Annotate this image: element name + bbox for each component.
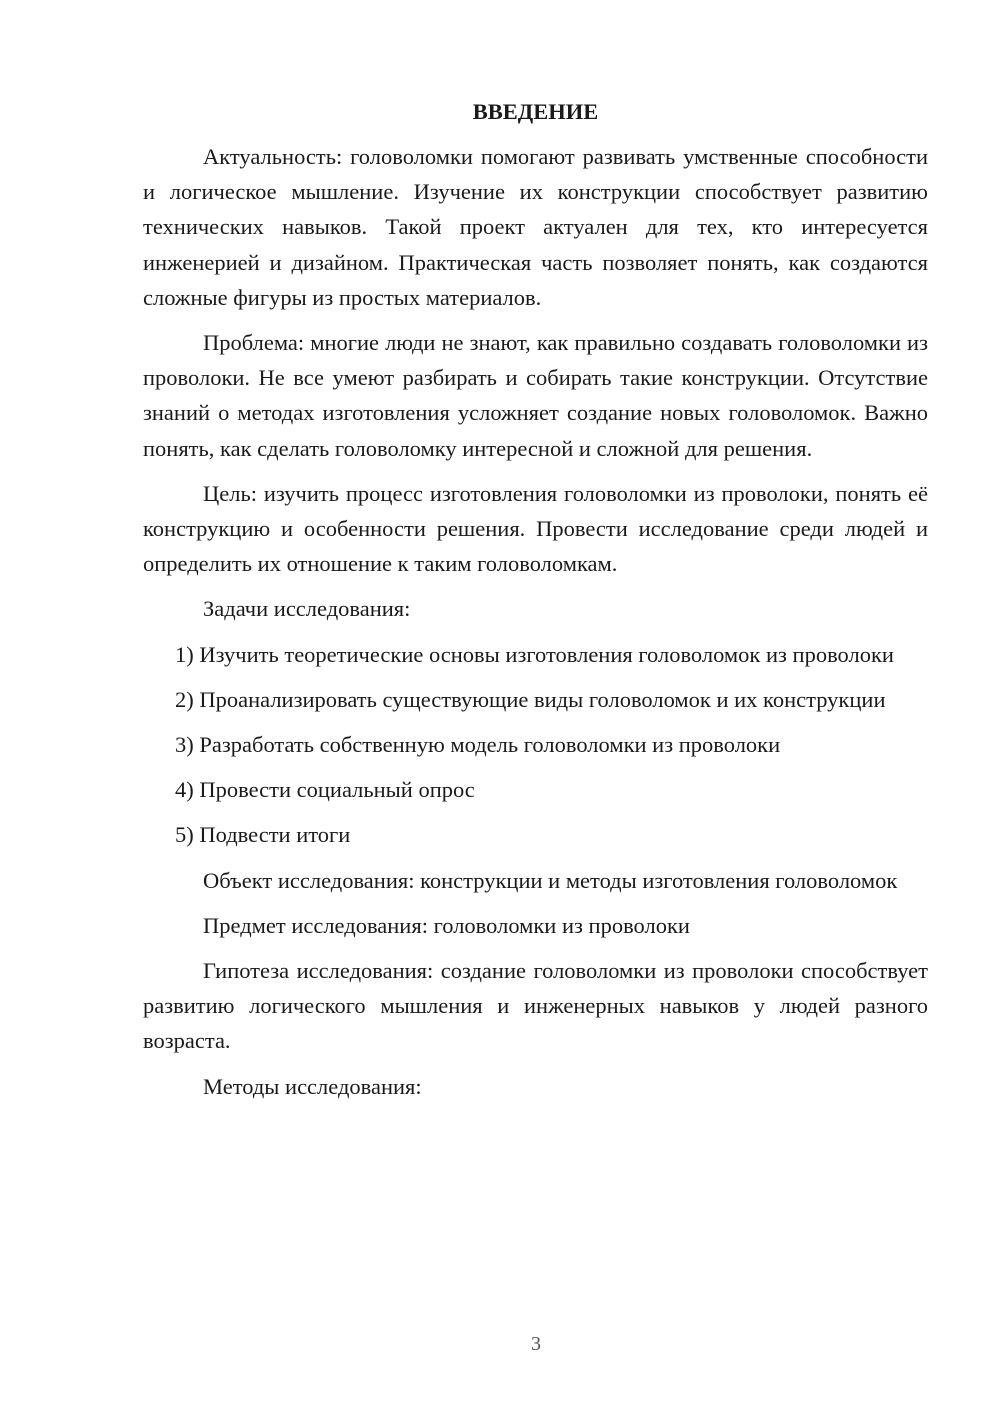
object-paragraph: Объект исследования: конструкции и методы изготовления головоломок xyxy=(203,867,898,893)
page-number: 3 xyxy=(531,1333,541,1355)
tasks-heading: Задачи исследования: xyxy=(203,596,411,622)
problem-paragraph: Проблема: многие люди не знают, как правильно создавать головоломки из проволоки. Не все умеют разбирать и собирать такие конструкции. Отсутствие знаний о методах изготовления усложняет создание новых головоломок. Важно понять, как сделать головоломку интересной и сложной для решения. xyxy=(143,330,928,461)
task-item: 1) Изучить теоретические основы изготовления головоломок из проволоки xyxy=(175,641,894,667)
page-body xyxy=(143,94,928,1114)
hypothesis-paragraph: Гипотеза исследования: создание головоломки из проволоки способствует развитию логического мышления и инженерных навыков у людей разного возраста. xyxy=(143,958,928,1054)
task-item: 3) Разработать собственную модель головоломки из проволоки xyxy=(175,732,781,758)
task-item: 2) Проанализировать существующие виды головоломок и их конструкции xyxy=(175,686,886,712)
section-title: ВВЕДЕНИЕ xyxy=(472,99,599,124)
methods-heading: Методы исследования: xyxy=(203,1073,422,1099)
task-item: 5) Подвести итоги xyxy=(175,822,351,848)
relevance-paragraph: Актуальность: головоломки помогают развивать умственные способности и логическое мышление. Изучение их конструкции способствует развитию технических навыков. Такой проект актуален для тех, кто интересуется инженерией и дизайном. Практическая часть позволяет понять, как создаются сложные фигуры из простых материалов. xyxy=(143,144,928,310)
subject-paragraph: Предмет исследования: головоломки из проволоки xyxy=(203,912,690,938)
goal-paragraph: Цель: изучить процесс изготовления головоломки из проволоки, понять её конструкцию и особенности решения. Провести исследование среди людей и определить их отношение к таким головоломкам. xyxy=(143,480,928,577)
task-item: 4) Провести социальный опрос xyxy=(175,777,475,803)
